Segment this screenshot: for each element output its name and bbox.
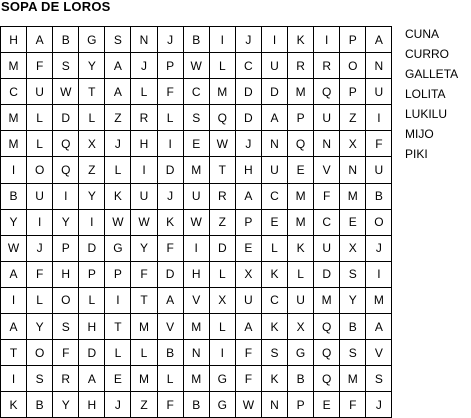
grid-cell: B (340, 314, 366, 340)
grid-cell: C (235, 53, 261, 79)
grid-cell: U (366, 79, 392, 105)
grid-cell: M (1, 53, 27, 79)
grid-cell: M (209, 79, 235, 105)
grid-cell: H (79, 314, 105, 340)
grid-cell: M (288, 79, 314, 105)
grid-cell: Q (314, 366, 340, 392)
grid-cell: C (261, 183, 287, 209)
grid-cell: A (157, 287, 183, 313)
word-list-item: PIKI (405, 147, 428, 161)
grid-cell: S (261, 340, 287, 366)
grid-cell: I (1, 366, 27, 392)
grid-cell: J (235, 131, 261, 157)
grid-cell: R (288, 53, 314, 79)
grid-cell: N (314, 131, 340, 157)
grid-cell: S (183, 105, 209, 131)
grid-cell: L (105, 157, 131, 183)
grid-row (1, 157, 392, 183)
grid-cell: M (183, 366, 209, 392)
grid-cell: A (79, 366, 105, 392)
grid-cell: Y (53, 209, 79, 235)
word-list (405, 24, 458, 164)
grid-cell: I (261, 27, 287, 53)
grid-cell: B (27, 392, 53, 418)
grid-cell: Q (314, 340, 340, 366)
grid-row (1, 131, 392, 157)
grid-cell: Y (79, 183, 105, 209)
grid-cell: J (131, 53, 157, 79)
grid-cell: Z (209, 209, 235, 235)
grid-cell: S (340, 340, 366, 366)
grid-row (1, 27, 392, 53)
grid-cell: L (209, 53, 235, 79)
grid-cell: L (131, 79, 157, 105)
grid-cell: I (183, 235, 209, 261)
grid-cell: S (340, 261, 366, 287)
word-list-item: LUKILU (405, 107, 448, 121)
grid-row (1, 287, 392, 313)
grid-cell: B (183, 27, 209, 53)
grid-cell: J (157, 183, 183, 209)
grid-cell: S (53, 53, 79, 79)
grid-cell: W (235, 392, 261, 418)
grid-cell: F (27, 53, 53, 79)
grid-cell: X (340, 235, 366, 261)
grid-cell: I (1, 157, 27, 183)
grid-row (1, 261, 392, 287)
grid-cell: M (183, 314, 209, 340)
grid-cell: D (157, 261, 183, 287)
grid-cell: V (183, 287, 209, 313)
grid-cell: N (261, 131, 287, 157)
grid-cell: N (366, 53, 392, 79)
grid-cell: I (209, 340, 235, 366)
grid-cell: Z (131, 392, 157, 418)
grid-cell: W (183, 53, 209, 79)
grid-cell: F (340, 392, 366, 418)
grid-cell: M (183, 157, 209, 183)
grid-cell: X (209, 287, 235, 313)
grid-cell: E (105, 366, 131, 392)
grid-cell: F (157, 235, 183, 261)
grid-cell: F (53, 340, 79, 366)
grid-cell: O (53, 287, 79, 313)
grid-cell: P (53, 235, 79, 261)
grid-cell: V (314, 157, 340, 183)
grid-cell: D (79, 340, 105, 366)
grid-cell: P (79, 261, 105, 287)
grid-row (1, 392, 392, 418)
grid-cell: G (79, 27, 105, 53)
grid-cell: R (314, 53, 340, 79)
grid-cell: A (1, 314, 27, 340)
grid-cell: P (157, 53, 183, 79)
grid-cell: D (79, 235, 105, 261)
grid-cell: W (209, 131, 235, 157)
grid-cell: L (79, 105, 105, 131)
grid-cell: E (288, 157, 314, 183)
grid-cell: Z (79, 157, 105, 183)
grid-cell: P (340, 79, 366, 105)
grid-cell: T (209, 157, 235, 183)
grid-cell: Y (1, 209, 27, 235)
grid-cell: J (105, 131, 131, 157)
grid-cell: L (209, 261, 235, 287)
grid-cell: N (183, 340, 209, 366)
grid-cell: A (366, 314, 392, 340)
grid-cell: E (261, 209, 287, 235)
grid-cell: D (235, 79, 261, 105)
grid-cell: F (366, 131, 392, 157)
grid-cell: A (235, 314, 261, 340)
grid-cell: L (27, 131, 53, 157)
grid-cell: I (79, 209, 105, 235)
grid-cell: K (261, 261, 287, 287)
grid-cell: T (105, 314, 131, 340)
grid-cell: V (157, 314, 183, 340)
grid-cell: C (314, 209, 340, 235)
grid-cell: I (366, 105, 392, 131)
grid-cell: L (131, 340, 157, 366)
grid-cell: J (105, 392, 131, 418)
grid-cell: U (366, 157, 392, 183)
grid-cell: B (157, 340, 183, 366)
grid-cell: U (27, 183, 53, 209)
grid-cell: L (27, 105, 53, 131)
grid-cell: I (157, 131, 183, 157)
grid-cell: A (27, 27, 53, 53)
grid-cell: M (288, 209, 314, 235)
grid-row (1, 366, 392, 392)
grid-cell: M (1, 105, 27, 131)
grid-cell: X (288, 314, 314, 340)
grid-cell: H (1, 27, 27, 53)
grid-cell: T (131, 287, 157, 313)
grid-cell: Z (105, 105, 131, 131)
grid-cell: U (314, 105, 340, 131)
grid-cell: J (235, 27, 261, 53)
grid-cell: R (53, 366, 79, 392)
grid-cell: I (314, 27, 340, 53)
grid-cell: E (235, 235, 261, 261)
word-list-item: CURRO (405, 47, 449, 61)
grid-cell: M (366, 287, 392, 313)
grid-row (1, 314, 392, 340)
grid-cell: C (183, 79, 209, 105)
grid-cell: E (340, 209, 366, 235)
grid-cell: K (105, 183, 131, 209)
grid-cell: K (1, 392, 27, 418)
grid-cell: U (288, 287, 314, 313)
grid-cell: Z (340, 105, 366, 131)
grid-cell: L (27, 287, 53, 313)
grid-cell: X (235, 261, 261, 287)
grid-cell: Q (314, 79, 340, 105)
grid-cell: H (183, 261, 209, 287)
grid-cell: K (261, 314, 287, 340)
grid-cell: M (131, 366, 157, 392)
grid-row (1, 105, 392, 131)
grid-cell: H (53, 261, 79, 287)
grid-cell: H (131, 131, 157, 157)
grid-cell: O (27, 340, 53, 366)
grid-cell: T (1, 340, 27, 366)
grid-cell: L (209, 314, 235, 340)
puzzle-title: SOPA DE LOROS (1, 0, 111, 14)
grid-cell: P (105, 261, 131, 287)
grid-cell: F (131, 261, 157, 287)
grid-cell: B (366, 183, 392, 209)
grid-cell: G (209, 366, 235, 392)
grid-cell: L (79, 287, 105, 313)
grid-cell: Y (27, 314, 53, 340)
grid-cell: L (261, 235, 287, 261)
grid-row (1, 183, 392, 209)
grid-cell: Q (53, 157, 79, 183)
grid-cell: F (235, 340, 261, 366)
grid-cell: P (235, 209, 261, 235)
grid-cell: U (235, 287, 261, 313)
grid-cell: Y (79, 53, 105, 79)
grid-cell: Q (209, 105, 235, 131)
grid-cell: N (340, 157, 366, 183)
grid-cell: S (27, 366, 53, 392)
grid-cell: X (340, 131, 366, 157)
grid-cell: E (183, 131, 209, 157)
grid-cell: S (105, 27, 131, 53)
grid-cell: K (288, 235, 314, 261)
grid-cell: N (131, 27, 157, 53)
grid-cell: P (340, 27, 366, 53)
grid-cell: Y (131, 235, 157, 261)
grid-cell: P (288, 105, 314, 131)
grid-cell: B (53, 27, 79, 53)
grid-cell: T (79, 79, 105, 105)
grid-cell: I (366, 261, 392, 287)
grid-cell: P (288, 392, 314, 418)
letter-grid (0, 26, 392, 418)
grid-cell: A (261, 105, 287, 131)
grid-cell: B (1, 183, 27, 209)
grid-cell: R (131, 105, 157, 131)
grid-cell: H (235, 157, 261, 183)
grid-cell: A (105, 79, 131, 105)
grid-cell: J (366, 392, 392, 418)
grid-cell: A (1, 261, 27, 287)
grid-cell: I (53, 183, 79, 209)
grid-cell: I (131, 157, 157, 183)
word-list-item: LOLITA (405, 87, 446, 101)
grid-cell: J (366, 235, 392, 261)
grid-cell: H (79, 392, 105, 418)
grid-cell: L (105, 340, 131, 366)
grid-cell: I (27, 209, 53, 235)
grid-cell: W (1, 235, 27, 261)
grid-cell: M (288, 183, 314, 209)
grid-cell: R (209, 183, 235, 209)
grid-cell: K (288, 27, 314, 53)
grid-row (1, 235, 392, 261)
grid-cell: I (1, 287, 27, 313)
grid-cell: A (366, 27, 392, 53)
grid-cell: F (157, 392, 183, 418)
grid-cell: V (366, 340, 392, 366)
grid-row (1, 340, 392, 366)
grid-cell: I (105, 287, 131, 313)
grid-cell: O (340, 53, 366, 79)
grid-cell: J (157, 27, 183, 53)
grid-cell: A (105, 53, 131, 79)
grid-cell: Q (288, 131, 314, 157)
grid-cell: X (79, 131, 105, 157)
grid-cell: Y (53, 392, 79, 418)
grid-cell: G (209, 392, 235, 418)
grid-cell: M (314, 287, 340, 313)
grid-cell: J (27, 235, 53, 261)
grid-cell: M (131, 314, 157, 340)
grid-cell: D (53, 105, 79, 131)
grid-cell: F (235, 366, 261, 392)
grid-cell: Q (53, 131, 79, 157)
grid-cell: U (183, 183, 209, 209)
grid-cell: W (53, 79, 79, 105)
grid-cell: Y (340, 287, 366, 313)
grid-cell: M (340, 366, 366, 392)
grid-cell: E (314, 392, 340, 418)
grid-cell: C (261, 287, 287, 313)
grid-cell: U (261, 157, 287, 183)
grid-cell: U (27, 79, 53, 105)
grid-cell: G (288, 340, 314, 366)
grid-cell: B (183, 392, 209, 418)
grid-cell: L (157, 366, 183, 392)
grid-cell: G (105, 235, 131, 261)
grid-cell: U (131, 183, 157, 209)
grid-row (1, 79, 392, 105)
grid-cell: A (235, 183, 261, 209)
grid-cell: F (27, 261, 53, 287)
grid-cell: C (1, 79, 27, 105)
grid-cell: K (261, 366, 287, 392)
grid-cell: M (340, 183, 366, 209)
grid-cell: U (261, 53, 287, 79)
word-list-item: CUNA (405, 27, 440, 41)
grid-cell: W (131, 209, 157, 235)
grid-cell: N (261, 392, 287, 418)
grid-cell: U (314, 235, 340, 261)
grid-cell: F (157, 79, 183, 105)
grid-row (1, 53, 392, 79)
grid-row (1, 209, 392, 235)
word-list-item: GALLETA (405, 67, 459, 81)
grid-cell: K (157, 209, 183, 235)
grid-cell: D (261, 79, 287, 105)
grid-cell: F (314, 183, 340, 209)
grid-cell: Q (314, 314, 340, 340)
word-list-item: MIJO (405, 127, 434, 141)
grid-cell: I (209, 27, 235, 53)
grid-cell: L (157, 105, 183, 131)
grid-cell: D (235, 105, 261, 131)
grid-cell: S (366, 366, 392, 392)
grid-cell: D (209, 235, 235, 261)
grid-cell: M (1, 131, 27, 157)
grid-cell: D (157, 157, 183, 183)
grid-cell: O (27, 157, 53, 183)
grid-cell: S (53, 314, 79, 340)
grid-cell: L (288, 261, 314, 287)
grid-cell: O (366, 209, 392, 235)
grid-cell: W (105, 209, 131, 235)
grid-cell: W (183, 209, 209, 235)
grid-cell: B (288, 366, 314, 392)
grid-cell: D (314, 261, 340, 287)
